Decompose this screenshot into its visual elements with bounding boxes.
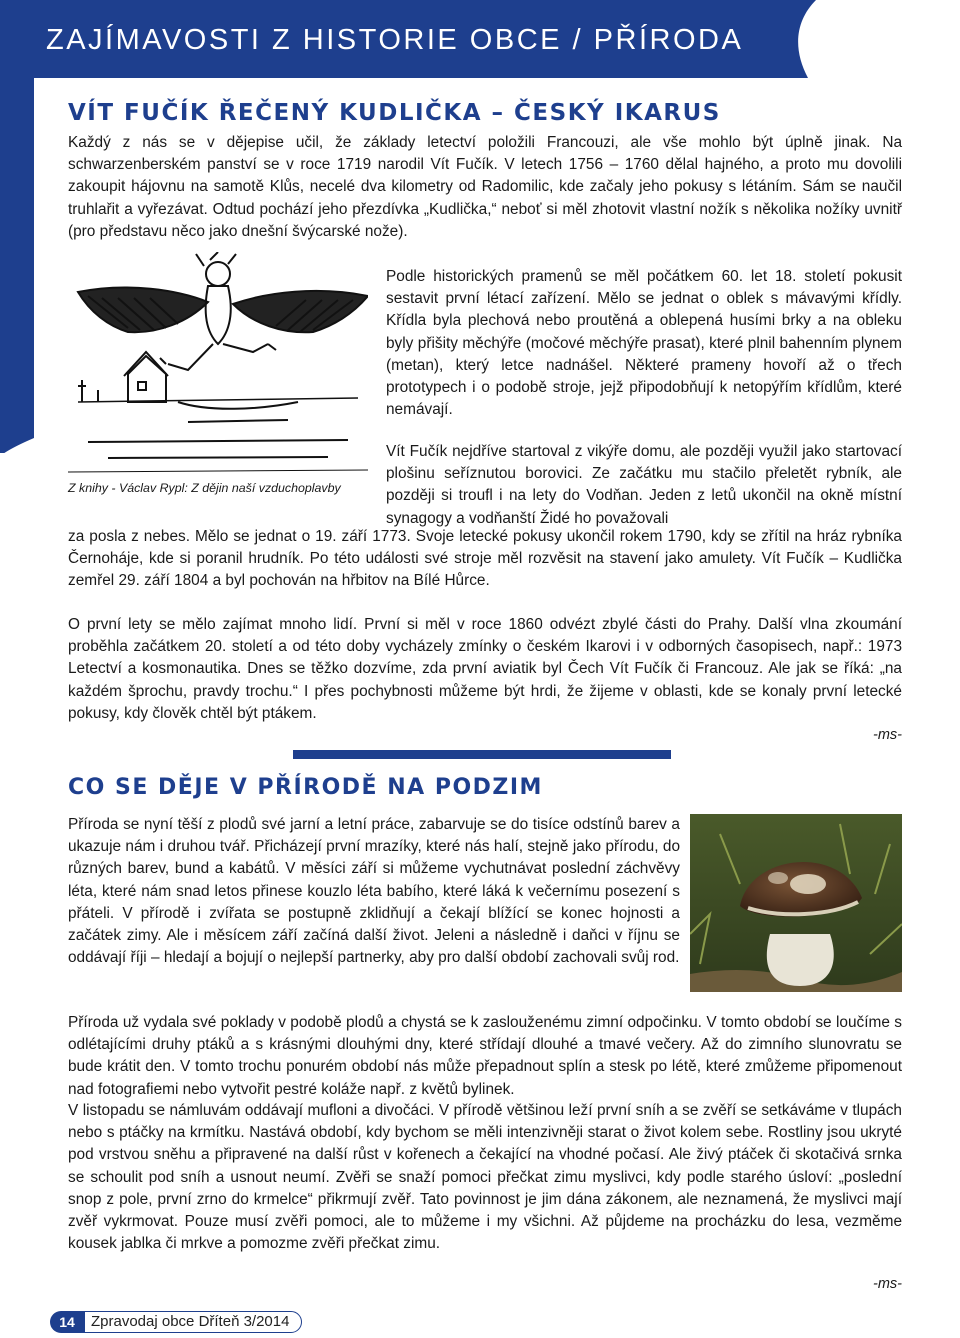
nature-para-2a: Příroda už vydala své poklady v podobě plodů a chystá se k zaslouženému zimní odpočinku. V tomto období se loučíme s odlétajícími druhy ptáků a s krásnými dlouhými dny, které střídají dlouhé a tmavé večery. Až do zimního slunovratu se bude krátit den. V tomto trochu ponurém období nás může přepadnout splín a stesk po létě, které zmůžeme připomenout nad fotografiemi nebo vytvořit pestré koláže např. z květů bylinek. bbox=[68, 1014, 902, 1098]
nature-para-1: Příroda se nyní těší z plodů své jarní a letní práce, zabarvuje se do tisíce odstínů barev a ukazuje nám i druhou tvář. Přicházejí první mrazíky, které nás halí, stejně jako přírodu, do různých barev, bund a kabátů. V měsíci září si můžeme vychutnávat poslední záchvěvy léta, které nám snad letos přinese kouzlo léta babího, které láká k večernímu posezení s přáteli. V přírodě i zvířata se postupně zklidňují a čekají blížící se konec hojnosti a začátek zimy. Ale i měsícem září začíná další život. Jeleni a následně i daňci v říjnu se oddávají říji – hledají a bojují o nejlepší partnerky, aby pro další období zachovali svůj rod. bbox=[68, 816, 680, 967]
page-number: 14 bbox=[50, 1311, 84, 1333]
page-section-title: ZAJÍMAVOSTI Z HISTORIE OBCE / PŘÍRODA bbox=[46, 24, 744, 56]
side-band bbox=[0, 78, 34, 453]
article-heading-nature: CO SE DĚJE V PŘÍRODĚ NA PODZIM bbox=[68, 775, 543, 800]
article-heading-fucik: VÍT FUČÍK ŘEČENÝ KUDLIČKA – ČESKÝ IKARUS bbox=[68, 100, 721, 126]
article1-signature: -ms- bbox=[873, 727, 902, 743]
section-divider bbox=[293, 750, 671, 759]
article-side-para-1: Podle historických pramenů se měl počátkem 60. let 18. století pokusit sestavit první létací zařízení. Mělo se jednat o oblek s mávavými křídly. Křídla byla plechová nebo proutěná a oblepená husími brky a na obleku byly přišity měchýře (močové měchýře prasat), které plnil bahenním plynem (metan), který letce nadnášel. Některé prameny hovoří až o třech prototypech i o podobě stroje, jejž připodobňují k netopýřím křídlům, které nemávají. bbox=[386, 268, 902, 419]
article-continuation: za posla z nebes. Mělo se jednat o 19. září 1773. Svoje letecké pokusy ukončil rokem 1790, kdy se zřítil na hráz rybníka Černoháje, kde si poranil hrudník. Po této události své stroje měl rozvěsit na stavení jako amulety. Vít Fučík – Kudlička zemřel 29. září 1804 a byl pochován na hřbitov na Bílé Hůrce. bbox=[68, 528, 902, 590]
illustration-caption: Z knihy - Václav Rypl: Z dějin naší vzduchoplavby bbox=[68, 481, 341, 495]
nature-para-2b: V listopadu se námluvám oddávají mufloni a divočáci. V přírodě většinou leží první sníh a se zvěří se setkáváme v tlupách nebo s ptáčky na krmítku. Nastává období, kdy bychom se měli intenzivněji starat o život kolem sebe. Rostliny jsou ukryté pod vrstvou sněhu a připravené na další růst v kořenech a čekající na vhodné počasí. Ale živý ptáček či skotačivá srnka se schoulit pod sníh a usnout neumí. Zvěři se snaží pomoci přečkat zimu myslivci, kdy podle starého úsloví: „poslední snop z pole, první zrno do krmelce“ přikrmují zvěř. Tato povinnost je jim dána zákonem, ale neznamená, že myslivci mají zvěř vykrmovat. Pouze musí zvěři pomoci, ale to můžeme i my všichni. Až půjdeme na procházku do lesa, vezměme kousek jablka či mrkve a pomozme zvěři přečkat zimu. bbox=[68, 1102, 902, 1253]
article-side-para-2: Vít Fučík nejdříve startoval z vikýře domu, ale později využil jako startovací plošinu seříznutou borovici. Ze začátku mu stačilo přeletět rybník, ale později si troufl i na lety do Vodňan. Jeden z letů ukončil na okně místní synagogy a vodňanští Židé ho považovali bbox=[386, 443, 902, 527]
article2-signature: -ms- bbox=[873, 1276, 902, 1292]
article-intro: Každý z nás se v dějepise učil, že základy letectví položili Francouzi, ale vše mohlo být úplně jinak. Na schwarzenberském panství se v roce 1719 narodil Vít Fučík. V letech 1756 – 1760 dělal hajného, a proto mu dovolili zakoupit hájovnu na samotě Klůs, necelé dva kilometry od Radomilic, kde začaly jeho pokusy s létáním. Sám se naučil truhlařit a vyřezávat. Odtud pochází jeho přezdívka „Kudlička,“ neboť si měl zhotovit vlastní nožík s několika nožíky uvnitř (pro představu něco jako dnešní švýcarské nože). bbox=[68, 134, 902, 240]
mushroom-photo bbox=[690, 814, 902, 992]
article-para-2: O první lety se mělo zajímat mnoho lidí. První si měl v roce 1860 odvézt zbylé části do Prahy. Další vlna zkoumání proběhla začátkem 20. století a od této doby vycházely zmínky o českém Ikarovi i v odborných časopisech, např.: 1973 Letectví a kosmonautika. Dnes se těžko dozvíme, zda první aviatik byl Čech Vít Fučík či Francouz. Ale jak se říká: „na každém šprochu, pravdy trochu.“ I přes pochybnosti můžeme být hrdi, že žijeme v oblasti, kde se konaly první letecké pokusy, kdy člověk chtěl být ptákem. bbox=[68, 616, 902, 722]
flying-man-illustration bbox=[68, 252, 368, 477]
publication-name: Zpravodaj obce Dříteň 3/2014 bbox=[84, 1311, 302, 1333]
